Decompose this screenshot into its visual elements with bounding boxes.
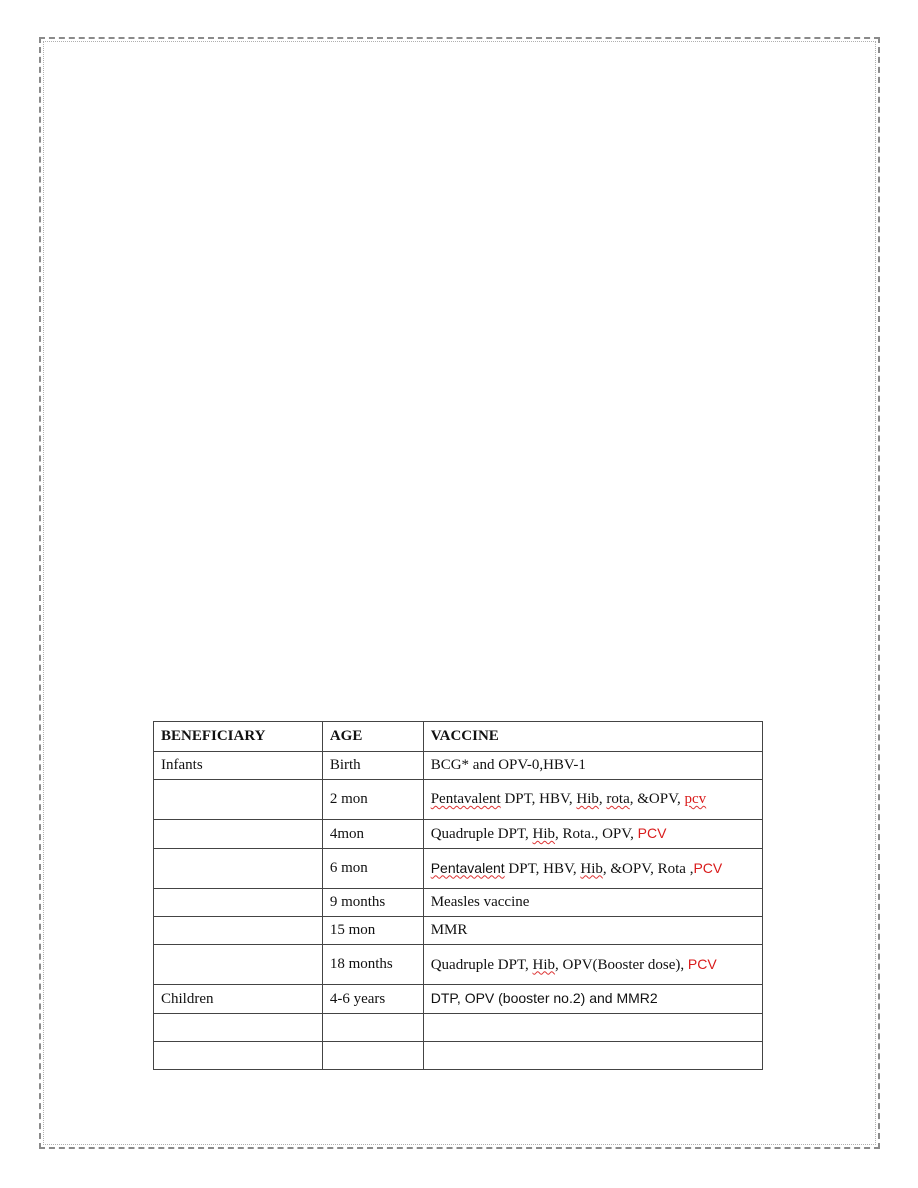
vaccine-text-segment: Hib	[576, 791, 599, 807]
cell-beneficiary	[154, 917, 323, 945]
cell-beneficiary: Children	[154, 985, 323, 1014]
table-row	[154, 985, 763, 1014]
cell-age: 9 months	[322, 889, 423, 917]
cell-beneficiary	[154, 780, 323, 820]
table-row	[154, 1014, 763, 1042]
vaccine-text-segment: Hib	[580, 860, 603, 877]
vaccine-text-segment: , &OPV,	[629, 791, 685, 807]
vaccine-text-segment: MMR	[430, 922, 468, 938]
vaccine-text-segment: DPT, HBV,	[504, 860, 581, 877]
cell-vaccine	[423, 1014, 762, 1042]
vaccine-text-segment: , &OPV, Rota ,	[602, 860, 694, 877]
vaccine-text-segment: PCV	[693, 859, 723, 876]
vaccine-text-segment: Quadruple DPT,	[430, 956, 533, 973]
vaccine-text-segment: PCV	[687, 955, 717, 972]
vaccine-text-segment: rota	[606, 791, 630, 807]
cell-beneficiary	[154, 849, 323, 889]
cell-vaccine	[423, 1042, 762, 1070]
cell-beneficiary	[154, 889, 323, 917]
cell-age: 15 mon	[322, 917, 423, 945]
cell-age	[322, 1014, 423, 1042]
vaccine-text-segment: pcv	[684, 791, 707, 807]
cell-beneficiary	[154, 820, 323, 849]
cell-vaccine	[423, 820, 762, 849]
table-row	[154, 752, 763, 780]
header-age: AGE	[322, 722, 423, 752]
vaccine-text-segment: DPT, HBV,	[500, 791, 577, 807]
vaccine-text-segment: PCV	[637, 825, 667, 841]
header-beneficiary: BENEFICIARY	[154, 722, 323, 752]
table-row	[154, 1042, 763, 1070]
vaccine-text-segment: ,	[598, 791, 607, 807]
header-vaccine: VACCINE	[423, 722, 762, 752]
cell-age: 2 mon	[322, 780, 423, 820]
table-row	[154, 780, 763, 820]
cell-vaccine	[423, 889, 762, 917]
cell-vaccine	[423, 985, 762, 1014]
vaccine-text-segment: , Rota., OPV,	[555, 826, 638, 842]
cell-age: 4-6 years	[322, 985, 423, 1014]
vaccine-text-segment: Hib	[532, 826, 556, 842]
table-row	[154, 889, 763, 917]
table-row	[154, 917, 763, 945]
cell-vaccine	[423, 752, 762, 780]
table-body	[154, 752, 763, 1070]
cell-vaccine	[423, 780, 762, 820]
cell-age: 18 months	[322, 945, 423, 985]
vaccine-text-segment: , OPV(Booster dose),	[555, 956, 688, 973]
vaccine-text-segment: Quadruple DPT,	[430, 826, 533, 842]
vaccine-text-segment: BCG* and OPV-0,HBV-1	[430, 757, 586, 773]
cell-vaccine	[423, 849, 762, 889]
vaccine-text-segment: DTP, OPV (booster no.2) and MMR2	[430, 990, 658, 1006]
table-row	[154, 849, 763, 889]
cell-beneficiary	[154, 1014, 323, 1042]
cell-beneficiary	[154, 1042, 323, 1070]
cell-beneficiary	[154, 945, 323, 985]
table-row	[154, 945, 763, 985]
vaccine-text-segment: Pentavalent	[430, 859, 505, 876]
vaccine-text-segment: Measles vaccine	[430, 894, 530, 910]
table-header-row	[154, 722, 763, 752]
cell-vaccine	[423, 945, 762, 985]
cell-vaccine	[423, 917, 762, 945]
vaccine-text-segment: Hib	[532, 956, 556, 973]
table-row	[154, 820, 763, 849]
vaccine-text-segment: Pentavalent	[430, 791, 501, 807]
cell-age	[322, 1042, 423, 1070]
cell-age: Birth	[322, 752, 423, 780]
cell-age: 6 mon	[322, 849, 423, 889]
immunization-schedule-table	[153, 721, 763, 1070]
cell-age: 4mon	[322, 820, 423, 849]
cell-beneficiary: Infants	[154, 752, 323, 780]
